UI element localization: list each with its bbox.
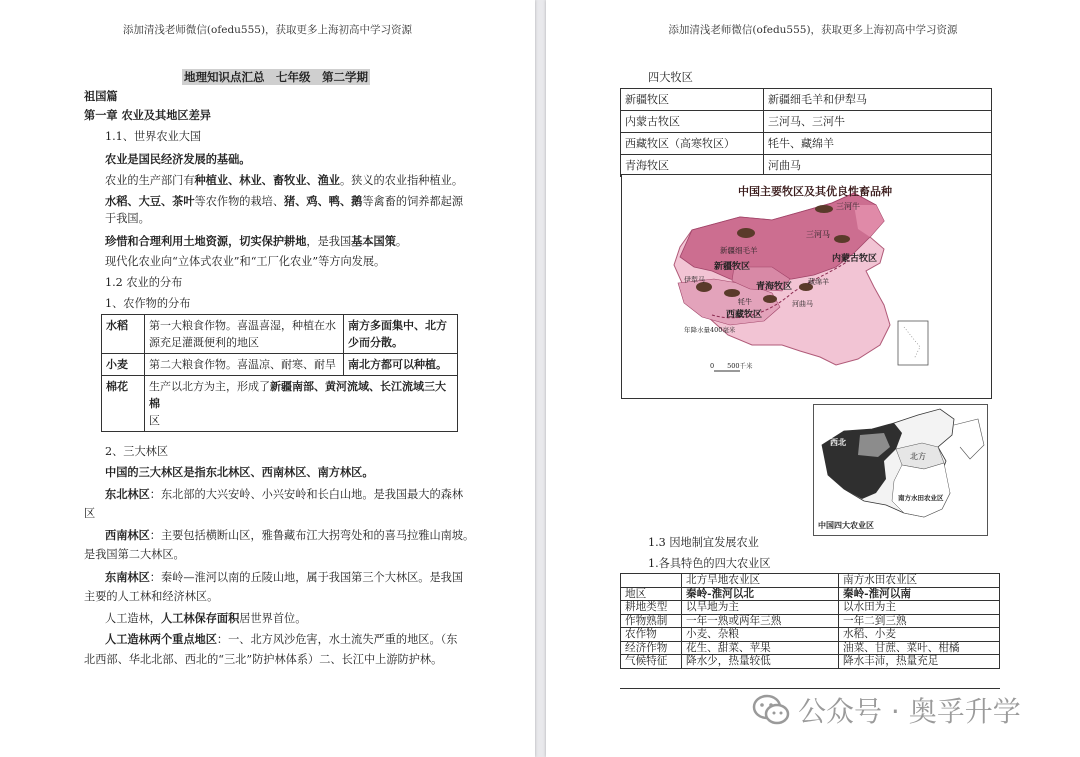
agri-region-table: [620, 573, 1000, 669]
pasture-breed: 牦牛、藏绵羊: [764, 133, 992, 155]
row-label: 耕地类型: [621, 601, 682, 615]
table-cell: 油菜、甘蔗、菜叶、柑橘: [839, 641, 1000, 655]
pasture-breed: 新疆细毛羊和伊犁马: [764, 89, 992, 111]
map-label: 三河马: [806, 230, 830, 239]
row-label: 经济作物: [621, 641, 682, 655]
watermark-text: 公众号 · 奥孚升学: [798, 695, 1021, 728]
map-label: 年降水量400毫米: [684, 326, 736, 334]
part-heading: 祖国篇: [84, 89, 118, 103]
text-bold: 新疆南部、黄河流域、长江流域三大棉: [149, 380, 446, 410]
map-label: 三河牛: [836, 202, 860, 211]
table-cell: 小麦、杂粮: [682, 628, 839, 642]
map-label: 新疆细毛羊: [720, 246, 758, 255]
crop-desc: 第二大粮食作物。喜温凉、耐寒、耐旱: [145, 354, 344, 376]
text-bold: 猪、鸡、鸭、鹅: [284, 194, 363, 208]
table-row: [621, 601, 1000, 615]
table-header: 南方水田农业区: [839, 574, 1000, 588]
table-cell: 水稻、小麦: [839, 628, 1000, 642]
table-cell: 以旱地为主: [682, 601, 839, 615]
paragraph: 北西部、华北北部、西北的“三北”防护林体系）二、长江中上游防护林。: [84, 653, 443, 666]
agri-region-map-graphic: [814, 405, 987, 535]
text: ：秦岭—淮河以南的丘陵山地，属于我国第三个大林区。是我国: [149, 571, 464, 584]
section-heading: 1.2 农业的分布: [105, 276, 183, 289]
pasture-region: 青海牧区: [621, 155, 764, 177]
table-row: [621, 655, 1000, 669]
subsection-heading: 2、三大林区: [105, 445, 169, 458]
map-caption: 中国四大农业区: [818, 520, 874, 530]
paragraph: [105, 527, 474, 544]
yak-icon: [724, 289, 740, 297]
text: ：一、北方风沙危害，水土流失严重的地区。（东: [216, 633, 458, 646]
page-header: 添加清浅老师微信(ofedu555)，获取更多上海初高中学习资源: [668, 24, 958, 36]
text-bold: 人工林保存面积: [160, 611, 240, 625]
sheep-icon: [737, 228, 755, 238]
text: 生产以北方为主，形成了: [149, 380, 270, 393]
subsection-heading: 1、农作物的分布: [105, 297, 191, 310]
table-row: [621, 614, 1000, 628]
table-cell: 一年二到三熟: [839, 614, 1000, 628]
pasture-region: 内蒙古牧区: [621, 111, 764, 133]
table-cell: [621, 574, 682, 588]
document-title: 地理知识点汇总 七年级 第二学期: [184, 70, 368, 84]
text: 。: [395, 235, 408, 248]
cattle-icon: [815, 205, 833, 213]
text-bold: 珍惜和合理利用土地资源，切实保护耕地: [105, 234, 307, 248]
crop-desc: [145, 376, 458, 432]
table-cell: 降水丰沛，热量充足: [839, 655, 1000, 669]
table-row: [621, 587, 1000, 601]
paragraph: [105, 193, 463, 210]
text: 区: [149, 414, 160, 427]
south-china-sea-inset: [898, 321, 928, 365]
table-row: [102, 376, 458, 432]
paragraph: 于我国。: [105, 212, 150, 225]
paragraph: 区: [84, 507, 96, 520]
page-header: 添加清浅老师微信(ofedu555)，获取更多上海初高中学习资源: [122, 24, 413, 36]
text: 居世界首位。: [239, 612, 307, 625]
pasture-breed: 三河马、三河牛: [764, 111, 992, 133]
subsection-heading: 1.各具特色的四大农业区: [648, 557, 771, 570]
section-heading: 1.3 因地制宜发展农业: [648, 536, 759, 549]
text: ：东北部的大兴安岭、小兴安岭和长白山地。是我国最大的森林: [149, 488, 464, 501]
divider: [620, 688, 1000, 689]
map-label: 青海牧区: [756, 282, 793, 292]
section-heading: 1.1、世界农业大国: [105, 130, 202, 143]
map-title: 中国主要牧区及其优良性畜品种: [738, 185, 892, 198]
table-cell: 降水少，热量较低: [682, 655, 839, 669]
text-bold: 西南林区: [105, 528, 150, 542]
paragraph: 现代化农业向“立体式农业”和“工厂化农业”等方向发展。: [105, 255, 386, 268]
pasture-map-graphic: [622, 175, 991, 398]
table-header: 北方旱地农业区: [682, 574, 839, 588]
border-line: [954, 419, 984, 459]
paragraph: [105, 569, 463, 586]
row-label: 气候特征: [621, 655, 682, 669]
text-bold: 种植业、林业、畜牧业、渔业: [194, 173, 340, 187]
crop-dist: 南北方都可以种植。: [344, 354, 458, 376]
table-row: [621, 628, 1000, 642]
crop-desc: 第一大粮食作物。喜温喜湿，种植在水源充足灌溉便利的地区: [145, 315, 344, 354]
agri-region-map: [813, 404, 988, 536]
table-cell: 一年一熟或两年三熟: [682, 614, 839, 628]
text-bold: 水稻、大豆、茶叶: [105, 194, 195, 208]
paragraph: [105, 486, 463, 503]
text-bold: 基本国策: [351, 234, 396, 248]
crop-name: 棉花: [102, 376, 145, 432]
map-label: 西北: [830, 437, 846, 447]
map-label: 伊犁马: [684, 276, 705, 284]
table-row: [621, 641, 1000, 655]
left-page: [0, 0, 535, 757]
map-label: 北方: [910, 452, 926, 461]
pasture-map: [621, 174, 992, 399]
crop-name: 水稻: [102, 315, 145, 354]
wechat-icon: [752, 694, 790, 726]
horse-icon: [834, 235, 850, 243]
crop-dist: 南方多面集中、北方少而分散。: [344, 315, 458, 354]
pasture-table: [620, 88, 992, 177]
map-label: 西藏牧区: [726, 310, 763, 320]
map-scale: 0 500千米: [710, 362, 753, 370]
text: ，是我国: [306, 235, 352, 248]
paragraph: [105, 233, 407, 250]
horse-icon: [763, 295, 777, 303]
text-bold: 东南林区: [105, 570, 150, 584]
paragraph: 中国的三大林区是指东北林区、西南林区、南方林区。: [105, 465, 374, 479]
paragraph: 农业是国民经济发展的基础。: [105, 152, 251, 166]
pasture-heading: 四大牧区: [648, 71, 693, 84]
text: 等禽畜的饲养都起源: [362, 195, 464, 208]
pasture-region: 西藏牧区（高寒牧区）: [621, 133, 764, 155]
text-bold: 东北林区: [105, 487, 150, 501]
text: 人工造林，: [105, 612, 161, 625]
table-cell: 秦岭-淮河以南: [839, 587, 1000, 601]
text: 。狭义的农业指种植业。: [339, 174, 464, 187]
table-cell: 以水田为主: [839, 601, 1000, 615]
map-label: 牦牛: [738, 298, 752, 306]
chapter-heading: 第一章 农业及其地区差异: [84, 108, 211, 122]
southern-paddy-region: [892, 463, 950, 517]
paragraph: [105, 610, 306, 627]
table-cell: 花生、甜菜、苹果: [682, 641, 839, 655]
map-label: 新疆牧区: [714, 262, 751, 272]
text: 农业的生产部门有: [105, 174, 195, 187]
table-row: [621, 574, 1000, 588]
map-label: 南方水田农业区: [898, 494, 944, 502]
table-row: [621, 111, 992, 133]
table-row: [621, 89, 992, 111]
paragraph: [105, 631, 457, 648]
map-label: 内蒙古牧区: [832, 254, 878, 264]
row-label: 地区: [621, 587, 682, 601]
pasture-breed: 河曲马: [764, 155, 992, 177]
map-label: 河曲马: [792, 300, 813, 308]
pasture-region: 新疆牧区: [621, 89, 764, 111]
row-label: 作物熟制: [621, 614, 682, 628]
text: 等农作物的栽培、: [194, 195, 285, 208]
crop-name: 小麦: [102, 354, 145, 376]
paragraph: 主要的人工林和经济林区。: [84, 590, 219, 603]
watermark: [752, 690, 1021, 730]
row-label: 农作物: [621, 628, 682, 642]
text-bold: 人工造林两个重点地区: [105, 632, 217, 646]
paragraph: 是我国第二大林区。: [84, 548, 185, 561]
table-cell: 秦岭-淮河以北: [682, 587, 839, 601]
map-label: 藏绵羊: [808, 278, 829, 286]
text: ：主要包括横断山区，雅鲁藏布江大拐弯处和的喜马拉雅山南坡。: [149, 529, 475, 542]
table-row: [102, 315, 458, 354]
table-row: [102, 354, 458, 376]
crop-table: [101, 314, 458, 432]
table-row: [621, 133, 992, 155]
paragraph: [105, 172, 463, 189]
